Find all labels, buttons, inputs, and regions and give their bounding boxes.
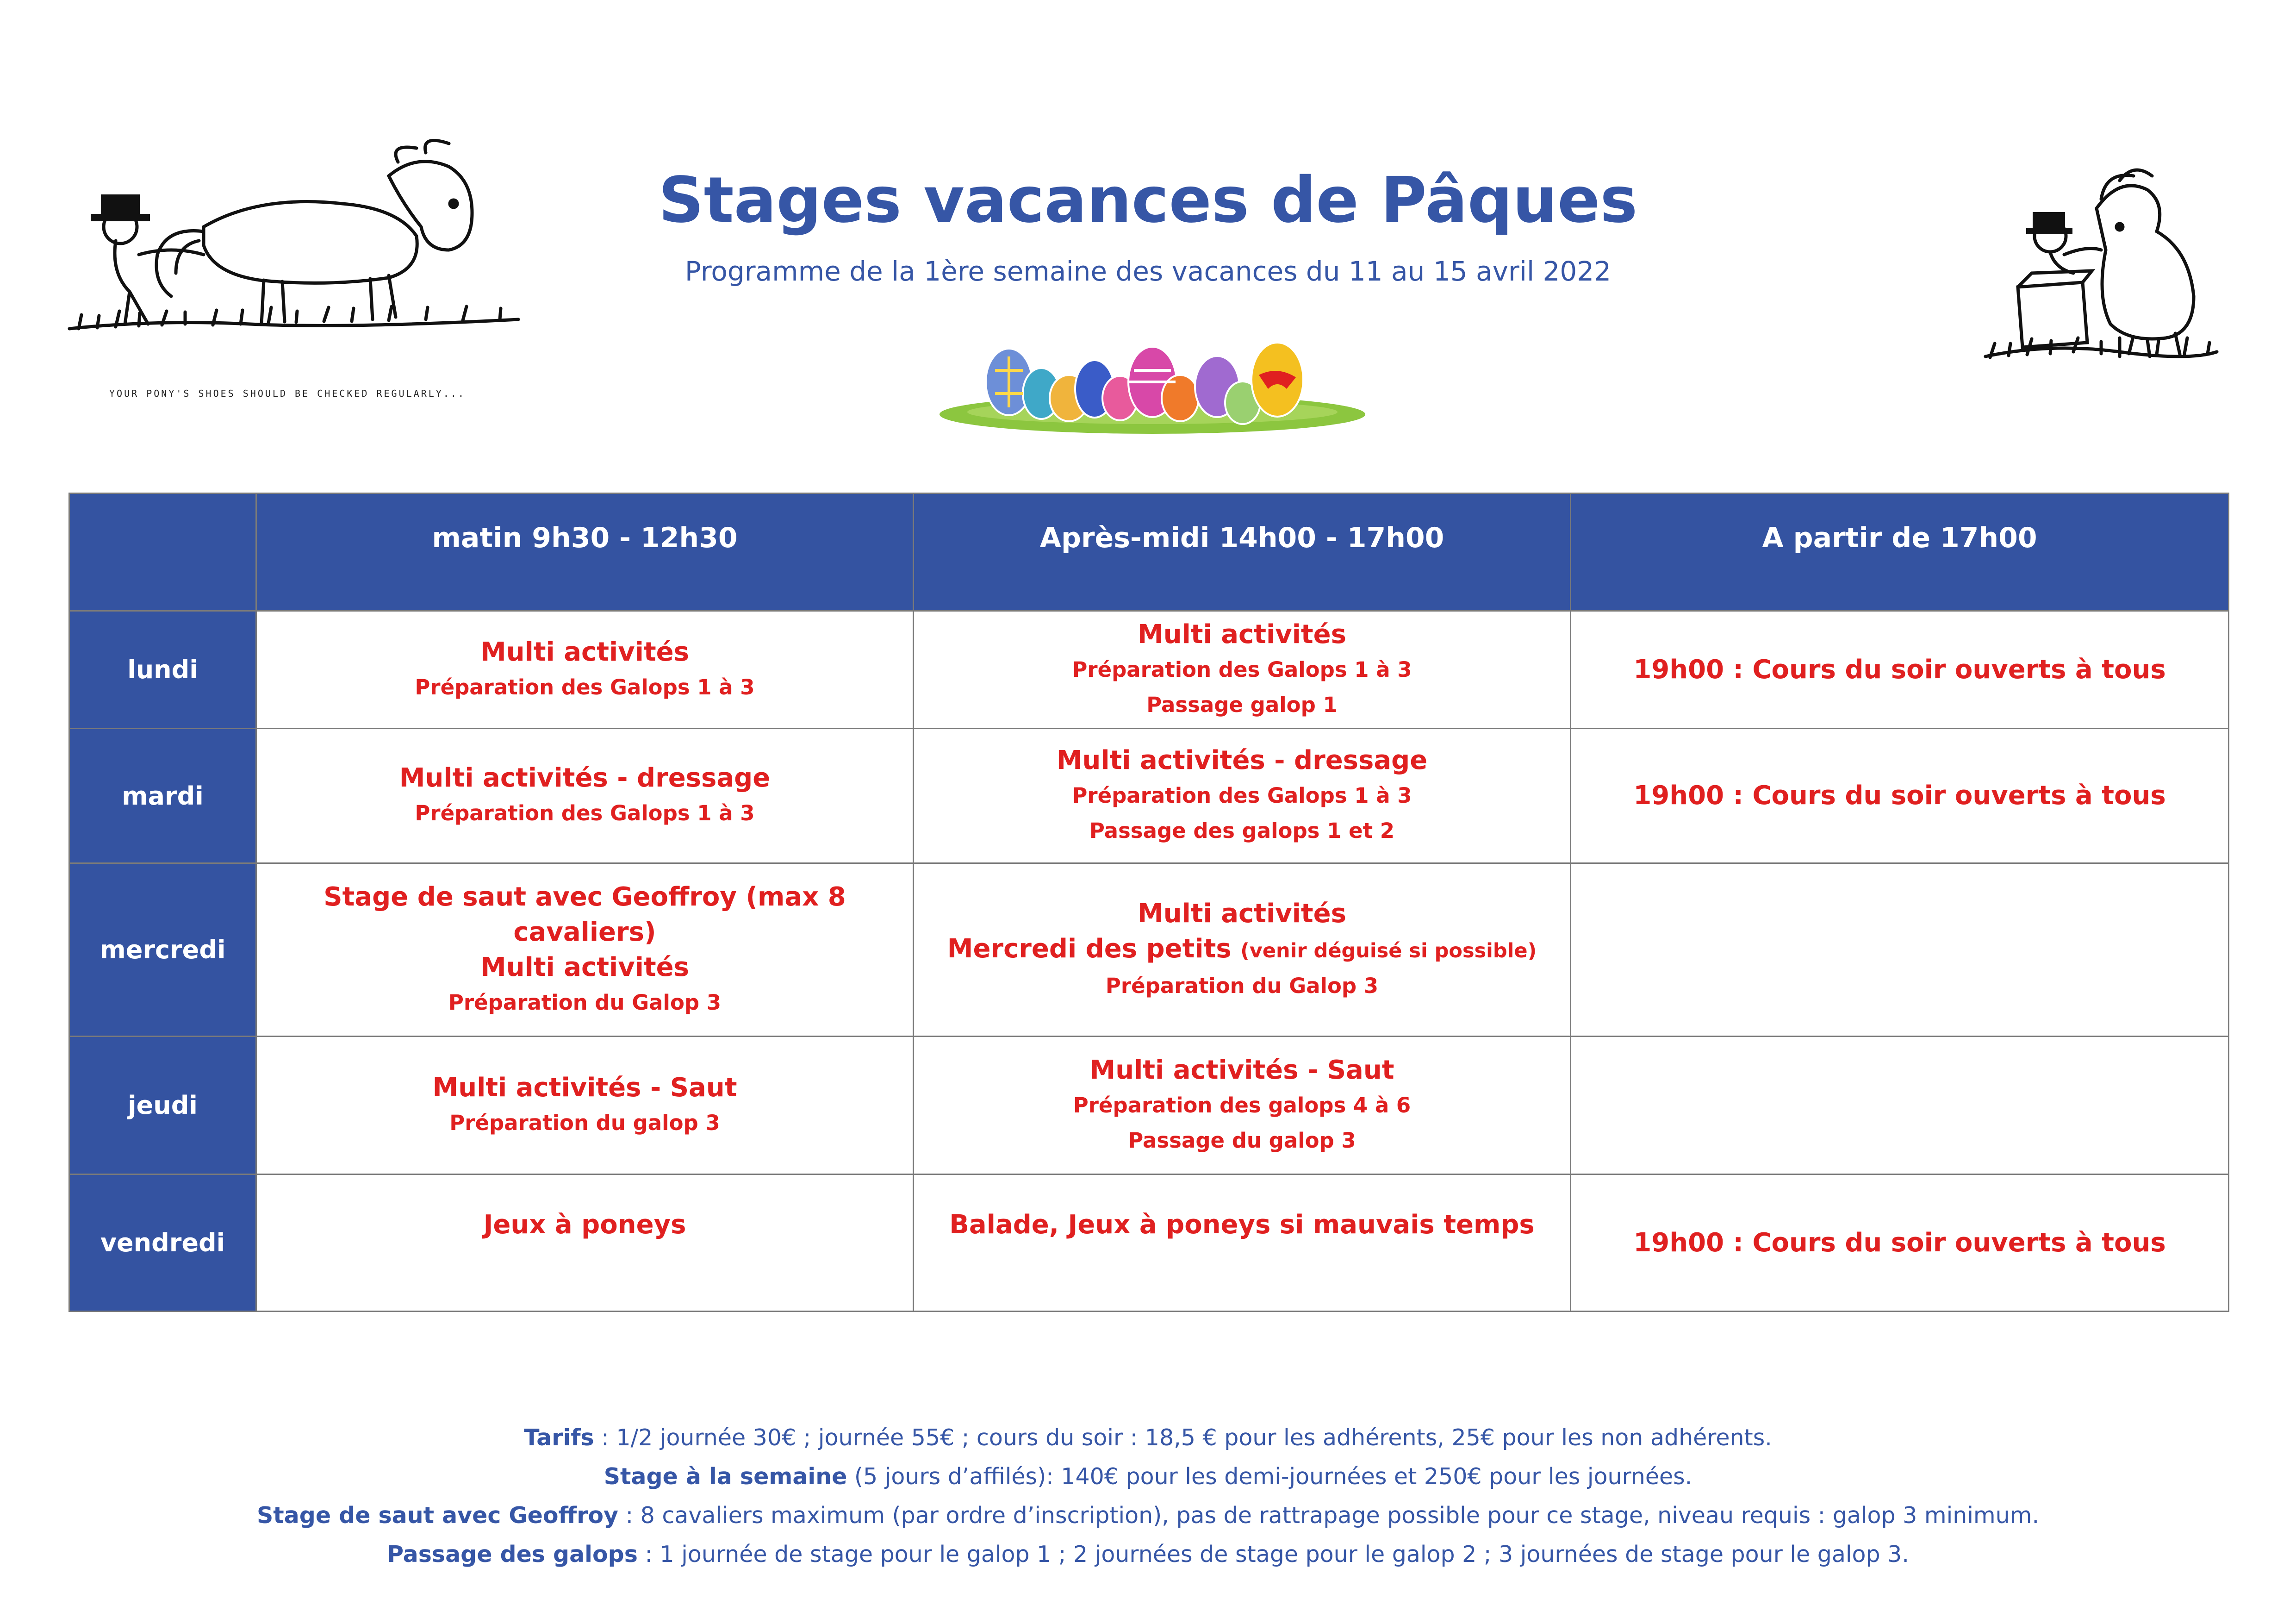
- page-title: Stages vacances de Pâques: [658, 164, 1638, 237]
- cell-line: Passage galop 1: [1146, 692, 1338, 717]
- cell-apres-midi: [914, 1174, 1571, 1312]
- day-label: vendredi: [69, 1174, 256, 1312]
- cell-line: Multi activités: [480, 952, 689, 982]
- footer-line-semaine: [0, 1457, 2296, 1496]
- footer-label: Stage à la semaine: [604, 1463, 847, 1490]
- cell-line: Passage des galops 1 et 2: [1089, 818, 1395, 843]
- cell-line: Multi activités - dressage: [399, 763, 771, 793]
- footer-text: (5 jours d’affilés): 140€ pour les demi-journées et 250€ pour les journées.: [847, 1463, 1692, 1490]
- cell-line: Préparation des Galops 1 à 3: [1072, 783, 1412, 808]
- cell-soir: [1571, 729, 2229, 863]
- easter-eggs-illustration: [935, 333, 1370, 440]
- cell-matin: [256, 611, 914, 729]
- cell-matin: [256, 729, 914, 863]
- footer-text: : 1/2 journée 30€ ; journée 55€ ; cours du soir : 18,5 € pour les adhérents, 25€ pour les non adhérents.: [594, 1424, 1772, 1451]
- cell-line: Préparation des galops 4 à 6: [1073, 1093, 1411, 1118]
- footer-text: : 8 cavaliers maximum (par ordre d’inscription), pas de rattrapage possible pour ce stage, niveau requis : galop 3 minimum.: [618, 1502, 2040, 1529]
- cell-line: Préparation du Galop 3: [1105, 973, 1379, 998]
- table-row: [69, 729, 2229, 863]
- cell-line: Stage de saut avec Geoffroy (max 8 cavaliers): [324, 881, 846, 947]
- cell-soir: [1571, 1037, 2229, 1174]
- header-soir: A partir de 17h00: [1571, 493, 2229, 611]
- pricing-notes: [0, 1418, 2296, 1574]
- cell-apres-midi: [914, 611, 1571, 729]
- cell-line: 19h00 : Cours du soir ouverts à tous: [1633, 654, 2166, 685]
- header-corner: [69, 493, 256, 611]
- cell-line: Jeux à poneys: [483, 1210, 686, 1240]
- table-row: [69, 1037, 2229, 1174]
- cell-line: 19h00 : Cours du soir ouverts à tous: [1633, 1227, 2166, 1258]
- footer-label: Tarifs: [524, 1424, 594, 1451]
- cell-matin: [256, 1174, 914, 1312]
- cell-soir: [1571, 1174, 2229, 1312]
- footer-line-tarifs: [0, 1418, 2296, 1457]
- cell-line: Balade, Jeux à poneys si mauvais temps: [949, 1210, 1535, 1240]
- table-header-row: [69, 493, 2229, 611]
- day-label: lundi: [69, 611, 256, 729]
- cell-apres-midi: [914, 1037, 1571, 1174]
- cell-line: Multi activités: [1138, 898, 1346, 929]
- cell-soir: [1571, 611, 2229, 729]
- cartoon-caption: YOUR PONY'S SHOES SHOULD BE CHECKED REGULARLY...: [109, 388, 466, 399]
- cell-line: Préparation des Galops 1 à 3: [1072, 657, 1412, 682]
- cell-matin: [256, 1037, 914, 1174]
- header-matin: matin 9h30 - 12h30: [256, 493, 914, 611]
- footer-label: Passage des galops: [387, 1541, 638, 1568]
- cell-line: Passage du galop 3: [1128, 1128, 1356, 1153]
- cell-line: Multi activités - Saut: [432, 1072, 737, 1103]
- table-row: [69, 611, 2229, 729]
- cell-line: Multi activités - dressage: [1056, 745, 1428, 775]
- table-row: [69, 1174, 2229, 1312]
- table-row: [69, 863, 2229, 1037]
- day-label: jeudi: [69, 1037, 256, 1174]
- footer-label: Stage de saut avec Geoffroy: [256, 1502, 619, 1529]
- cell-soir: [1571, 863, 2229, 1037]
- cell-apres-midi: [914, 729, 1571, 863]
- cell-line: Multi activités: [480, 637, 689, 667]
- day-label: mardi: [69, 729, 256, 863]
- footer-text: : 1 journée de stage pour le galop 1 ; 2 journées de stage pour le galop 2 ; 3 journées de stage pour le galop 3.: [637, 1541, 1909, 1568]
- cell-line-note: (venir déguisé si possible): [1240, 939, 1537, 962]
- cell-line: Multi activités: [1138, 619, 1346, 650]
- cell-line: Préparation du Galop 3: [448, 990, 722, 1015]
- day-label: mercredi: [69, 863, 256, 1037]
- cell-line: Multi activités - Saut: [1089, 1055, 1394, 1085]
- header-apres-midi: Après-midi 14h00 - 17h00: [914, 493, 1571, 611]
- cell-line: 19h00 : Cours du soir ouverts à tous: [1633, 781, 2166, 811]
- cell-line-main: Mercredi des petits: [947, 933, 1232, 964]
- cell-line: [914, 931, 1570, 968]
- page-subtitle: Programme de la 1ère semaine des vacances du 11 au 15 avril 2022: [684, 256, 1612, 287]
- footer-line-galops: [0, 1535, 2296, 1574]
- cell-line: Préparation du galop 3: [449, 1110, 720, 1135]
- cell-apres-midi: [914, 863, 1571, 1037]
- footer-line-saut: [0, 1496, 2296, 1535]
- cell-line: Préparation des Galops 1 à 3: [415, 675, 755, 700]
- schedule-table: [68, 493, 2229, 1312]
- cell-line: Préparation des Galops 1 à 3: [415, 801, 755, 825]
- cell-matin: [256, 863, 914, 1037]
